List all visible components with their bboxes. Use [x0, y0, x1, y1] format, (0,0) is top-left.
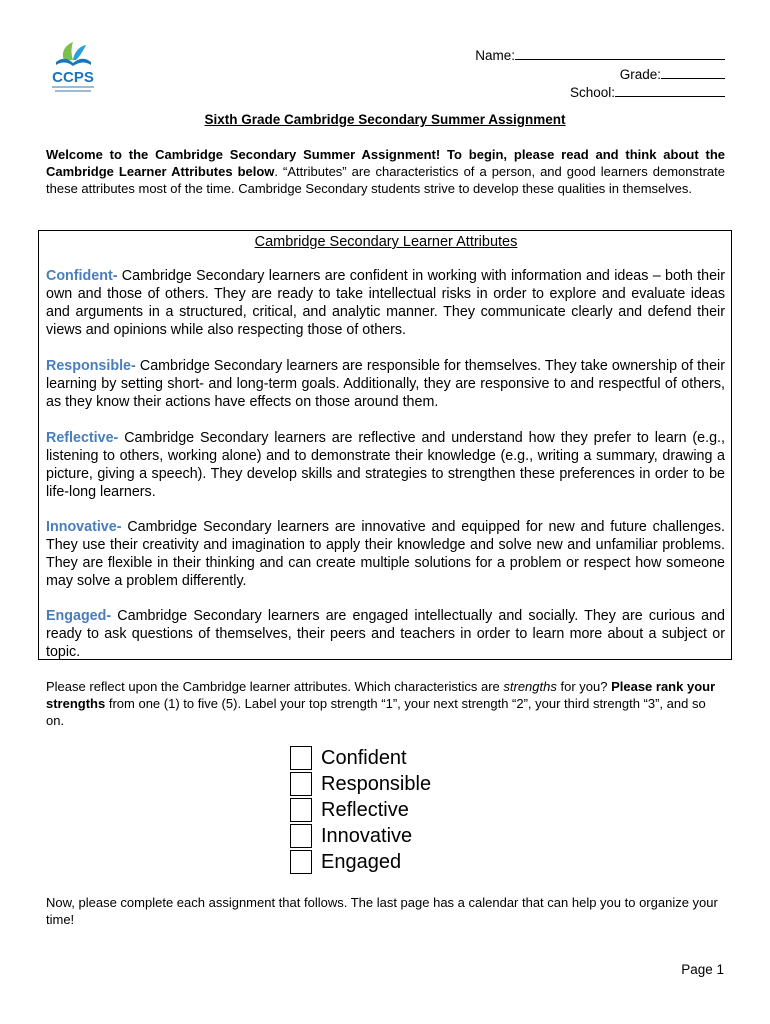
attribute-name: Innovative-	[46, 519, 122, 535]
page-title: Sixth Grade Cambridge Secondary Summer Assignment	[204, 112, 566, 127]
school-field[interactable]: School:	[475, 83, 725, 102]
school-blank[interactable]	[615, 83, 725, 97]
rank-label: Innovative	[321, 824, 413, 847]
page-number: Page 1	[681, 962, 724, 977]
intro-text: . “Attributes” are characteristics of a person, and good learners demonstrate these attributes most of the time. Cambridge Secondary students strive to develop these qualities in themselves.	[46, 164, 725, 196]
rank-row-confident	[290, 745, 431, 771]
rank-label: Reflective	[321, 798, 409, 821]
rank-input-box[interactable]	[290, 772, 312, 796]
name-field[interactable]: Name:	[475, 46, 725, 65]
attribute-reflective	[46, 429, 725, 501]
attribute-responsible	[46, 357, 725, 411]
rank-input-box[interactable]	[290, 824, 312, 848]
rank-input-box[interactable]	[290, 746, 312, 770]
rank-label: Confident	[321, 746, 407, 769]
rank-input-box[interactable]	[290, 850, 312, 874]
rank-row-engaged	[290, 849, 431, 875]
rank-row-responsible	[290, 771, 431, 797]
grade-field[interactable]: Grade:	[475, 65, 725, 84]
logo-acronym: CCPS	[52, 69, 94, 86]
ccps-logo-mark	[38, 40, 108, 98]
strength-ranking-list	[290, 745, 431, 875]
rank-row-reflective	[290, 797, 431, 823]
grade-blank[interactable]	[661, 65, 725, 79]
intro-paragraph	[46, 146, 725, 197]
name-blank[interactable]	[515, 46, 725, 60]
attribute-name: Reflective-	[46, 430, 119, 446]
attribute-description: Cambridge Secondary learners are engaged intellectually and socially. They are curious and ready to ask questions of themselves, their peers and teachers in order to learn more about a subject or topic.	[46, 608, 725, 660]
attribute-name: Confident-	[46, 268, 118, 284]
student-info-fields	[475, 46, 725, 102]
attribute-description: Cambridge Secondary learners are innovative and equipped for new and future challenges. They use their creativity and imagination to apply their knowledge and solve new and unfamiliar problems. They are flexible in their thinking and can create multiple solutions for a problem or respect how someone may solve a problem differently.	[46, 519, 725, 589]
closing-paragraph: Now, please complete each assignment that follows. The last page has a calendar that can help you to organize your time!	[46, 895, 718, 927]
intro-bold-text: Welcome to the Cambridge Secondary Summer Assignment! To begin, please read and think about the Cambridge Learner Attributes below	[46, 147, 725, 179]
attribute-innovative	[46, 518, 725, 590]
attribute-engaged	[46, 607, 725, 661]
reflection-instructions: Please reflect upon the Cambridge learner attributes. Which characteristics are strengths for you? Please rank your strengths from one (1) to five (5). Label your top strength “1”, your next strength “2”, your third strength “3”, and so on.	[46, 679, 716, 728]
learner-attributes-box	[38, 230, 732, 660]
rank-row-innovative	[290, 823, 431, 849]
attribute-name: Engaged-	[46, 608, 112, 624]
attribute-description: Cambridge Secondary learners are responsible for themselves. They take ownership of their learning by setting short- and long-term goals. Additionally, they are responsive to and respectful of others, as they know their actions have effects on those around them.	[46, 358, 725, 410]
rank-label: Responsible	[321, 772, 432, 795]
ccps-logo	[38, 40, 108, 98]
attributes-heading: Cambridge Secondary Learner Attributes	[254, 234, 518, 250]
rank-input-box[interactable]	[290, 798, 312, 822]
attribute-name: Responsible-	[46, 358, 136, 374]
attribute-confident	[46, 267, 725, 339]
attribute-description: Cambridge Secondary learners are confident in working with information and ideas – both their own and those of others. They are ready to take intellectual risks in order to explore and evaluate ideas and arguments in a structured, critical, and analytic manner. They communicate clearly and defend their views and opinions while also respecting those of others.	[46, 268, 725, 338]
attribute-description: Cambridge Secondary learners are reflective and understand how they prefer to learn (e.g., listening to others, working alone) and to demonstrate their knowledge (e.g., writing a summary, drawing a picture, giving a speech). They develop skills and strategies to strengthen these preferences in order to be life-long learners.	[46, 430, 725, 500]
rank-label: Engaged	[321, 850, 402, 873]
